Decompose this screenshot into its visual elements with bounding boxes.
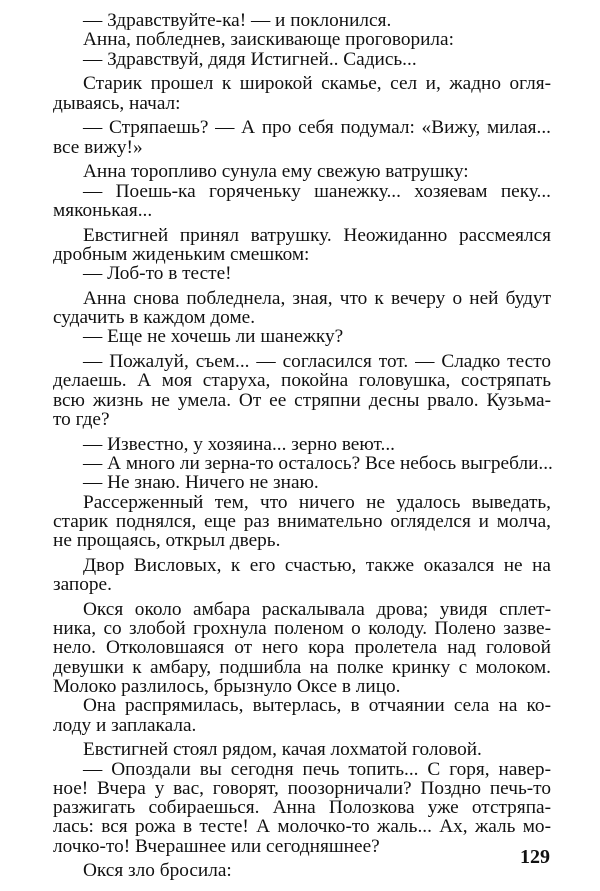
page-number: 129 bbox=[520, 846, 550, 868]
text-line: лочко-то! Вчерашнее или сегодняшнее? bbox=[53, 835, 380, 857]
text-line: — Здравствуй, дядя Истигней.. Садись... bbox=[83, 48, 417, 70]
page-text bbox=[53, 11, 551, 881]
text-line: Евстигней стоял рядом, качая лохматой головой. bbox=[83, 739, 482, 761]
text-line: все вижу!» bbox=[53, 136, 143, 158]
text-line: разжигать собираешься. Анна Полозкова уже отстряпа- bbox=[53, 797, 551, 819]
text-line: лась: вся рожа в тесте! А молочко-то жаль... Ах, жаль мо- bbox=[53, 816, 551, 838]
text-line: — Опоздали вы сегодня печь топить... С горя, навер- bbox=[83, 758, 551, 780]
text-line: Анна, побледнев, заискивающе проговорила: bbox=[83, 29, 454, 51]
text-line: — Лоб-то в тесте! bbox=[83, 263, 232, 285]
text-line: мяконькая... bbox=[53, 199, 153, 221]
text-line: Старик прошел к широкой скамье, сел и, жадно огля- bbox=[83, 73, 551, 95]
text-line: — Не знаю. Ничего не знаю. bbox=[83, 472, 319, 494]
text-line: запоре. bbox=[53, 574, 112, 596]
text-line: дробным жиденьким смешком: bbox=[53, 243, 310, 265]
text-line: — Поешь-ка горяченьку шанежку... хозяевам пеку... bbox=[83, 180, 551, 202]
text-line: то где? bbox=[53, 408, 110, 430]
text-line: судачить в каждом доме. bbox=[53, 307, 256, 329]
text-line: Евстигней принял ватрушку. Неожиданно рассмеялся bbox=[83, 224, 551, 246]
text-line: — А много ли зерна-то осталось? Все небось выгребли... bbox=[83, 452, 553, 474]
text-line: ника, со злобой грохнула поленом о колоду. Полено зазве- bbox=[53, 618, 551, 640]
text-line: — Здравствуйте-ка! — и поклонился. bbox=[83, 10, 392, 31]
text-line: делаешь. А моя старуха, покойна головушка, состряпать bbox=[53, 370, 551, 392]
text-line: Она распрямилась, вытерлась, в отчаянии села на ко- bbox=[83, 695, 551, 717]
text-line: Молоко разлилось, брызнуло Оксе в лицо. bbox=[53, 676, 401, 698]
text-line: девушки к амбару, подшибла на полке кринку с молоком. bbox=[53, 656, 551, 678]
text-line: Рассерженный тем, что ничего не удалось выведать, bbox=[83, 491, 551, 513]
text-line: ное! Вчера у вас, говорят, поозорничали? Поздно печь-то bbox=[53, 777, 551, 799]
text-line: — Пожалуй, съем... — согласился тот. — Сладко тесто bbox=[83, 351, 551, 373]
text-line: Окся зло бросила: bbox=[83, 860, 232, 882]
text-line: — Еще не хочешь ли шанежку? bbox=[83, 326, 344, 348]
text-line: Анна торопливо сунула ему свежую ватрушку: bbox=[83, 161, 469, 183]
text-line: — Стряпаешь? — А про себя подумал: «Вижу, милая... bbox=[83, 117, 551, 139]
text-line: нело. Отколовшаяся от него кора пролетела над головой bbox=[53, 637, 551, 659]
text-line: дываясь, начал: bbox=[53, 92, 181, 114]
text-line: лоду и заплакала. bbox=[53, 714, 197, 736]
text-line: старик поднялся, еще раз внимательно огляделся и молча, bbox=[53, 510, 551, 532]
text-line: Окся около амбара раскалывала дрова; увидя сплет- bbox=[83, 598, 551, 620]
text-line: Двор Висловых, к его счастью, также оказался не на bbox=[83, 554, 551, 576]
text-line: не прощаясь, открыл дверь. bbox=[53, 530, 281, 552]
text-line: Анна снова побледнела, зная, что к вечеру о ней будут bbox=[83, 287, 551, 309]
text-line: — Известно, у хозяина... зерно веют... bbox=[83, 433, 395, 455]
text-line: всю жизнь не умела. От ее стряпни десны рвало. Кузьма- bbox=[53, 389, 551, 411]
